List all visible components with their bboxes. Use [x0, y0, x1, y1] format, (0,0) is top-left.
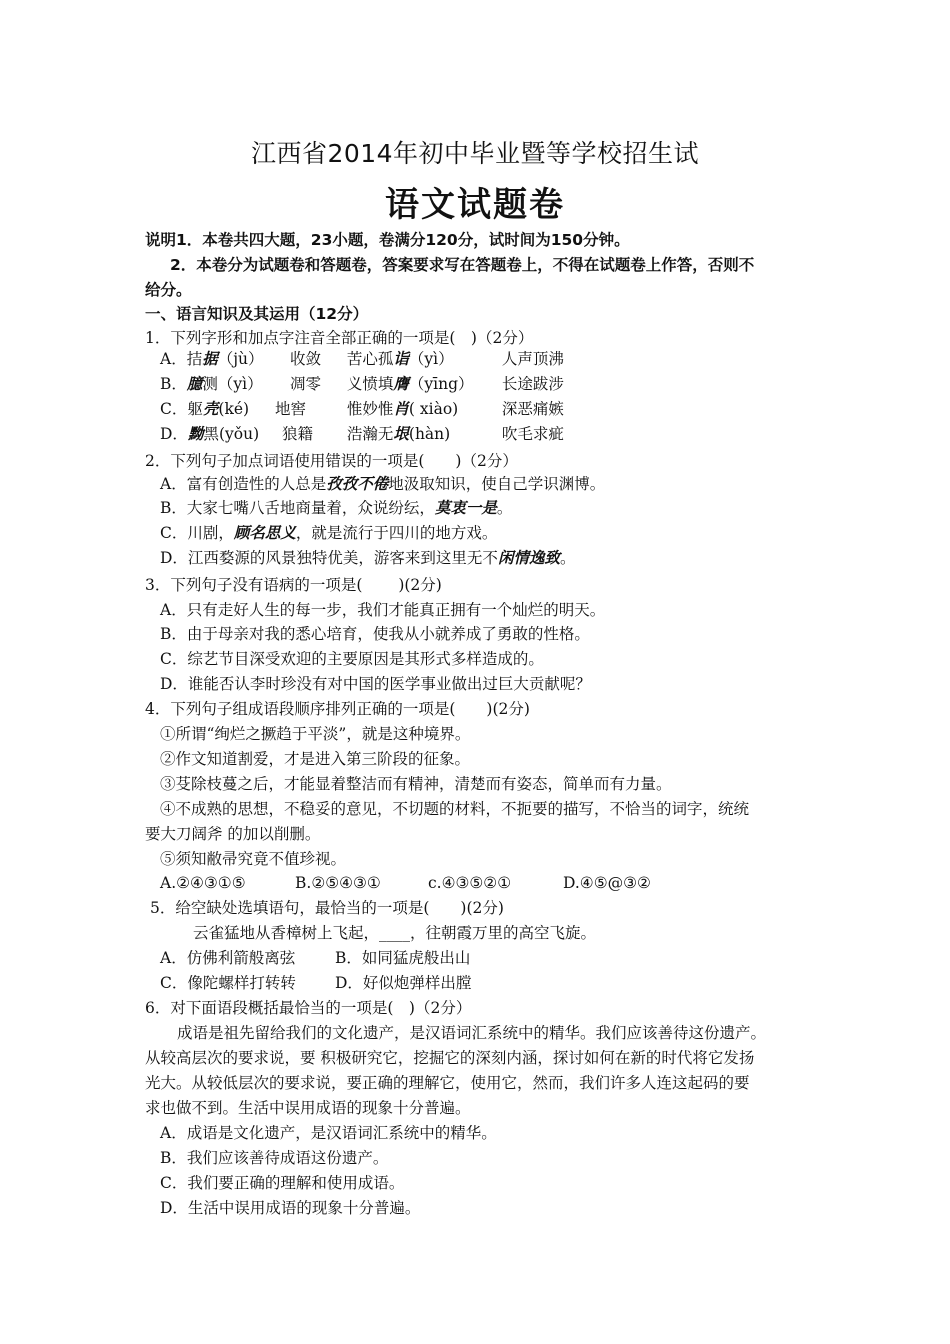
- q4-sentence-5: ⑤须知敝帚究竟不值珍视。: [160, 850, 347, 868]
- section-heading: 一、语言知识及其运用（12分）: [145, 305, 369, 323]
- q1d-pinyin: 黑(yǒu): [203, 425, 260, 443]
- q1a-word3-pinyin: （yì）: [408, 350, 454, 368]
- exam-title: 江西省2014年初中毕业暨等学校招生试: [250, 139, 700, 168]
- q1c-text: C．躯: [160, 400, 203, 418]
- q6-option-b: B．我们应该善待成语这份遗产。: [160, 1149, 389, 1167]
- q4-option-c: c.④③⑤②①: [428, 874, 512, 892]
- q2a-post: 地汲取知识，使自己学识渊博。: [388, 475, 606, 493]
- q2-option-a: [160, 474, 605, 494]
- q2-option-c: [160, 523, 497, 543]
- q2d-phrase: 闲情逸致: [497, 548, 560, 567]
- q1d-word3: 浩瀚无: [346, 425, 394, 443]
- q4-options: [160, 873, 651, 893]
- q5-options-row-2: [160, 973, 471, 993]
- q1b-word4: 长途跋涉: [501, 375, 564, 393]
- q1-option-c: [160, 399, 564, 419]
- q4-sentence-4: ④不成熟的思想，不稳妥的意见，不切题的材料，不扼要的描写，不恰当的词字，统统: [160, 800, 750, 818]
- q1a-text: A．拮: [160, 350, 203, 368]
- exam-subtitle: 语文试题卷: [385, 185, 565, 225]
- q6-option-d: D．生活中误用成语的现象十分普遍。: [160, 1199, 421, 1217]
- q1d-word3-pinyin: (hàn): [408, 425, 451, 443]
- q1b-word2: 凋零: [289, 375, 321, 393]
- q1a-word4: 人声顶沸: [501, 350, 564, 368]
- q4-sentence-2: ②作文知道割爱，才是进入第三阶段的征象。: [160, 750, 471, 768]
- q1a-dotted: 据: [202, 349, 218, 368]
- q5-option-b: B．如同猛虎般出山: [335, 949, 471, 967]
- q2c-phrase: 顾名思义: [233, 523, 296, 542]
- q5-stem: 5．给空缺处选填语句，最恰当的一项是( )(2分): [150, 899, 504, 917]
- q4-option-b: B.②⑤④③①: [295, 874, 381, 892]
- q4-option-d: D.④⑤@③②: [563, 874, 651, 892]
- q1b-pinyin: 测（yì）: [202, 375, 263, 393]
- q1b-word3-pinyin: （yīng）: [408, 375, 474, 393]
- q1-option-b: [160, 374, 564, 394]
- q1-option-d: [160, 424, 564, 444]
- q1c-dotted: 壳: [202, 399, 219, 418]
- q2b-post: 。: [496, 499, 513, 517]
- q3-option-c: C．综艺节目深受欢迎的主要原因是其形式多样造成的。: [160, 650, 544, 668]
- q4-sentence-3: ③芟除枝蔓之后，才能显着整洁而有精神，清楚而有姿态，简单而有力量。: [160, 775, 672, 793]
- q2-option-d: [160, 548, 575, 568]
- q1a-pinyin: （jù）: [217, 350, 264, 368]
- instruction-line-2: 2．本卷分为试题卷和答题卷，答案要求写在答题卷上，不得在试题卷上作答，否则不: [170, 256, 755, 274]
- q3-option-b: B．由于母亲对我的悉心培育，使我从小就养成了勇敢的性格。: [160, 625, 590, 643]
- q2c-post: ，就是流行于四川的地方戏。: [295, 524, 498, 542]
- q4-stem: 4．下列句子组成语段顺序排列正确的一项是( )(2分): [145, 700, 530, 718]
- q6-stem: 6．对下面语段概括最恰当的一项是( )（2分）: [145, 999, 472, 1017]
- q2b-phrase: 莫衷一是: [434, 498, 497, 517]
- q2a-pre: A．富有创造性的人总是: [160, 475, 327, 493]
- q6-passage-line-4: 求也做不到。生活中误用成语的现象十分普遍。: [145, 1099, 471, 1117]
- q1d-word2: 狼籍: [281, 425, 313, 443]
- q1b-word3: 义愤填: [346, 375, 394, 393]
- q2b-pre: B．大家七嘴八舌地商量着，众说纷纭，: [160, 499, 435, 517]
- q1d-dotted: 黝: [187, 424, 204, 443]
- q3-stem: 3．下列句子没有语病的一项是( )(2分): [145, 576, 442, 594]
- q1b-text: B．: [160, 375, 187, 393]
- q6-passage-line-3: 光大。从较低层次的要求说，要正确的理解它，使用它，然而，我们许多人连这起码的要: [145, 1074, 750, 1092]
- q1d-text: D．: [160, 425, 188, 443]
- q1a-word3-dotted: 诣: [393, 349, 409, 368]
- q1c-word4: 深恶痛嫉: [501, 400, 564, 418]
- q1-stem: 1．下列字形和加点字注音全部正确的一项是( )（2分）: [145, 329, 534, 347]
- q1c-word3: 惟妙惟: [346, 400, 394, 418]
- q1c-pinyin: (ké): [218, 400, 250, 418]
- q3-option-a: A．只有走好人生的每一步，我们才能真正拥有一个灿烂的明天。: [160, 601, 606, 619]
- q4-sentence-4-cont: 要大刀阔斧 的加以削删。: [145, 825, 321, 843]
- instruction-line-3: 给分。: [145, 281, 192, 299]
- q2d-post: 。: [559, 549, 576, 567]
- q6-passage-line-2: 从较高层次的要求说，要 积极研究它，挖掘它的深刻内涵，探讨如何在新的时代将它发扬: [145, 1049, 755, 1067]
- q5-option-c: C．像陀螺样打转转: [160, 974, 296, 992]
- q4-option-a: A.②④③①⑤: [160, 874, 246, 892]
- q6-option-a: A．成语是文化遗产，是汉语词汇系统中的精华。: [160, 1124, 497, 1142]
- q1c-word3-dotted: 肖: [393, 399, 409, 418]
- q2a-phrase: 孜孜不倦: [326, 474, 389, 493]
- q5-options-row-1: [160, 948, 470, 968]
- q1c-word2: 地窖: [274, 400, 306, 418]
- q1b-dotted: 臆: [186, 374, 203, 393]
- q1a-word2: 收敛: [289, 350, 321, 368]
- q5-option-d: D．好似炮弹样出膛: [335, 974, 472, 992]
- q1-option-a: [160, 349, 564, 369]
- q5-sentence: 云雀猛地从香樟树上飞起，____，往朝霞万里的高空飞旋。: [193, 924, 597, 942]
- q6-passage-line-1: 成语是祖先留给我们的文化遗产，是汉语词汇系统中的精华。我们应该善待这份遗产。: [177, 1024, 767, 1042]
- q4-sentence-1: ①所谓“绚烂之撅趋于平淡”，就是这种境界。: [160, 725, 471, 743]
- q2d-pre: D．江西婺源的风景独特优美，游客来到这里无不: [160, 549, 498, 567]
- instruction-line-1: 说明1．本卷共四大题，23小题，卷满分120分，试时间为150分钟。: [145, 231, 630, 249]
- q1d-word3-dotted: 垠: [393, 424, 409, 443]
- q5-option-a: A．仿佛利箭般离弦: [160, 949, 296, 967]
- q1b-word3-dotted: 膺: [393, 374, 409, 393]
- q1c-word3-pinyin: ( xiào): [408, 400, 459, 418]
- q3-option-d: D．谁能否认李时珍没有对中国的医学事业做出过巨大贡献呢？: [160, 675, 591, 693]
- q1a-word3: 苦心孤: [346, 350, 394, 368]
- q1d-word4: 吹毛求疵: [501, 425, 564, 443]
- q6-option-c: C．我们要正确的理解和使用成语。: [160, 1174, 405, 1192]
- q2-option-b: [160, 498, 512, 518]
- q2c-pre: C．川剧，: [160, 524, 234, 542]
- q2-stem: 2．下列句子加点词语使用错误的一项是( )（2分）: [145, 452, 518, 470]
